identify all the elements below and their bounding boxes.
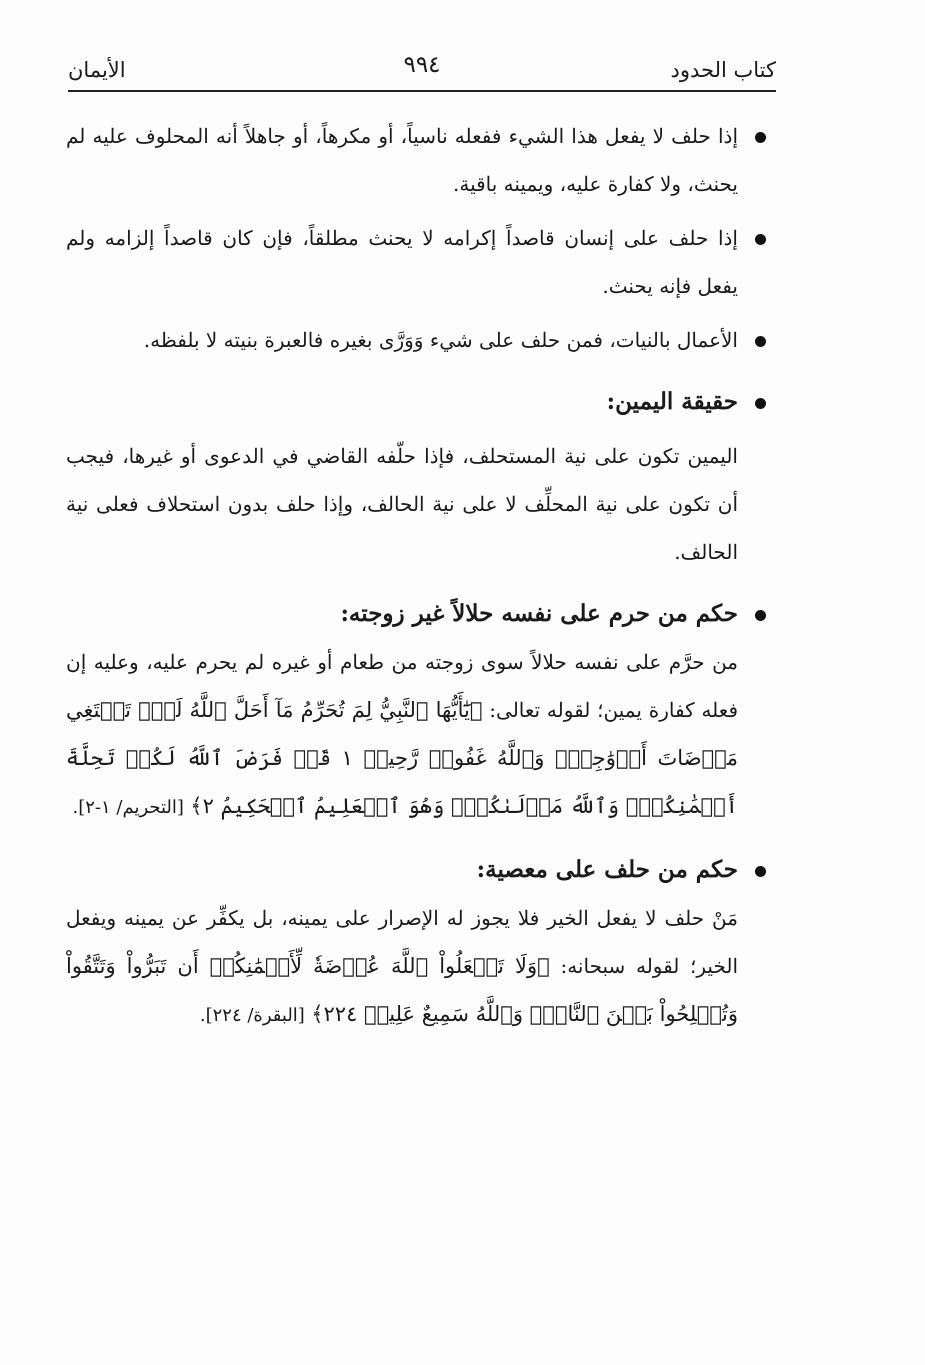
section-body-2 — [66, 638, 738, 832]
section-body-3 — [66, 894, 738, 1040]
bullet-text-1: إذا حلف لا يفعل هذا الشيء ففعله ناسياً، أو مكرهاً، أو جاهلاً أنه المحلوف عليه لم يحنث، ولا كفارة عليه، ويمينه باقية. — [66, 124, 738, 196]
page-content — [66, 112, 738, 1040]
section-body-1: اليمين تكون على نية المستحلف، فإذا حلّفه القاضي في الدعوى أو غيرها، فيجب أن تكون على نية المحلِّف لا على نية الحالف، وإذا حلف بدون استحلاف فعلى نية الحالف. — [66, 444, 738, 564]
bullet-item-2 — [66, 214, 738, 310]
bullet-icon — [755, 336, 766, 347]
quran-verse-2: ﴿يَٰٓأَيُّهَا ٱلنَّبِيُّ لِمَ تُحَرِّمُ مَآ أَحَلَّ ٱللَّهُ لَكَۖ تَبۡتَغِي مَرۡضَاتَ أَزۡوَٰجِكَۚ وَٱللَّهُ غَفُورٞ رَّحِيمٞ ١ قَدۡ فَرَضَ ٱللَّهُ لَكُمۡ تَحِلَّةَ أَيۡمَٰنِكُمۡۚ وَٱللَّهُ مَوۡلَىٰكُمۡۖ وَهُوَ ٱلۡعَلِيمُ ٱلۡحَكِيمُ ٢﴾ — [66, 698, 738, 818]
bullet-icon — [755, 610, 766, 621]
section-text-2: من حرَّم على نفسه حلالاً سوى زوجته من طعام أو غيره لم يحرم عليه، وعليه إن فعله كفارة يمين؛ لقوله تعالى: — [66, 650, 739, 722]
chapter-title: الأيمان — [68, 58, 126, 82]
section-1 — [66, 378, 738, 426]
header-rule — [68, 90, 776, 92]
verse-reference-2: [التحريم/ ١-٢]. — [72, 797, 184, 818]
section-3 — [66, 846, 738, 894]
bullet-item-3 — [66, 316, 738, 364]
bullet-icon — [755, 866, 766, 877]
section-2 — [66, 590, 738, 638]
bullet-icon — [755, 132, 766, 143]
section-heading-1: حقيقة اليمين: — [606, 388, 738, 415]
book-title: كتاب الحدود — [670, 58, 776, 82]
bullet-icon — [755, 234, 766, 245]
quran-verse-3: ﴿وَلَا تَجۡعَلُواْ ٱللَّهَ عُرۡضَةٗ لِّأَيۡمَٰنِكُمۡ أَن تَبَرُّواْ وَتَتَّقُواْ وَتُصۡلِحُواْ بَيۡنَ ٱلنَّاسِۚ وَٱللَّهُ سَمِيعٌ عَلِيمٞ ٢٢٤﴾ — [66, 954, 738, 1026]
bullet-item-1 — [66, 112, 738, 208]
section-heading-2: حكم من حرم على نفسه حلالاً غير زوجته: — [340, 600, 738, 627]
verse-reference-3: [البقرة/ ٢٢٤]. — [199, 1005, 305, 1026]
bullet-text-2: إذا حلف على إنسان قاصداً إكرامه لا يحنث مطلقاً، فإن كان قاصداً إلزامه ولم يفعل فإنه يحنث. — [66, 226, 738, 298]
section-text-3: مَنْ حلف لا يفعل الخير فلا يجوز له الإصرار على يمينه، بل يكفِّر عن يمينه ويفعل الخير؛ لقوله سبحانه: — [66, 906, 739, 978]
section-heading-3: حكم من حلف على معصية: — [476, 856, 738, 883]
bullet-text-3: الأعمال بالنيات، فمن حلف على شيء وَوَرَّى بغيره فالعبرة بنيته لا بلفظه. — [143, 328, 738, 352]
bullet-icon — [755, 398, 766, 409]
running-header — [68, 52, 776, 92]
page-number: ٩٩٤ — [403, 52, 441, 78]
